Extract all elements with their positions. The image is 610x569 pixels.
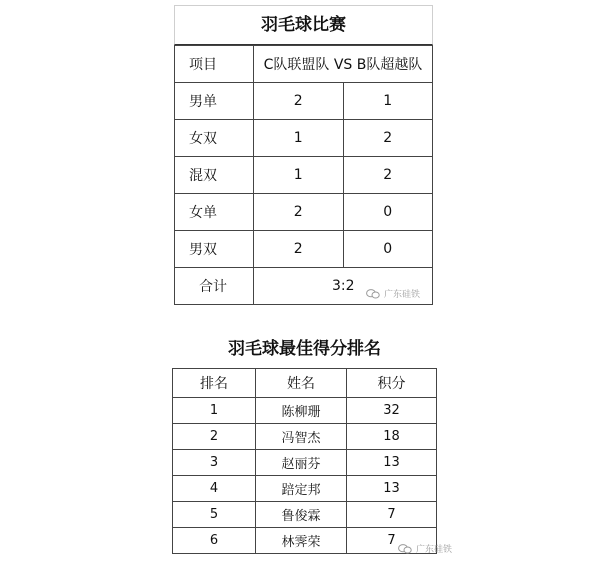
- watermark-text: 广东硅铁: [416, 545, 453, 555]
- ranking-row: [173, 424, 437, 450]
- ranking-row-rank: 6: [173, 528, 256, 554]
- match-table-title: 羽毛球比赛: [174, 6, 433, 45]
- match-row-c-score: 1: [254, 120, 344, 157]
- match-total-label: 合计: [175, 268, 254, 305]
- match-row-event: 女双: [175, 120, 254, 157]
- ranking-row-points: 13: [347, 476, 437, 502]
- match-header-label: 项目: [175, 46, 254, 83]
- ranking-row-name: 鲁俊霖: [256, 502, 347, 528]
- match-row-b-score: 2: [343, 157, 433, 194]
- ranking-table-title: 羽毛球最佳得分排名: [228, 339, 381, 359]
- ranking-header-points: 积分: [347, 369, 437, 398]
- match-row-b-score: 0: [343, 231, 433, 268]
- match-row: [175, 194, 433, 231]
- match-table: [174, 5, 433, 305]
- match-total-score: 3:2: [332, 278, 355, 294]
- wechat-icon: [398, 544, 412, 554]
- ranking-row-points: 7: [347, 502, 437, 528]
- ranking-row-rank: 4: [173, 476, 256, 502]
- ranking-row-rank: 3: [173, 450, 256, 476]
- match-row-b-score: 0: [343, 194, 433, 231]
- match-row-event: 男双: [175, 231, 254, 268]
- ranking-row: [173, 476, 437, 502]
- ranking-row: [173, 528, 437, 554]
- ranking-row-name: 赵丽芬: [256, 450, 347, 476]
- watermark: [398, 542, 452, 555]
- ranking-row-rank: 1: [173, 398, 256, 424]
- match-row: [175, 231, 433, 268]
- ranking-row-name: 冯智杰: [256, 424, 347, 450]
- match-row-b-score: 1: [343, 83, 433, 120]
- ranking-row: [173, 502, 437, 528]
- match-row-event: 女单: [175, 194, 254, 231]
- match-row-c-score: 1: [254, 157, 344, 194]
- ranking-row-points: 32: [347, 398, 437, 424]
- wechat-icon: [366, 289, 380, 299]
- ranking-row: [173, 450, 437, 476]
- match-row-c-score: 2: [254, 231, 344, 268]
- match-row: [175, 157, 433, 194]
- match-row-c-score: 2: [254, 194, 344, 231]
- ranking-row: [173, 398, 437, 424]
- ranking-row-points: 7: [347, 528, 437, 554]
- match-header-row: [175, 46, 433, 83]
- ranking-row-name: 踣定邦: [256, 476, 347, 502]
- match-row-b-score: 2: [343, 120, 433, 157]
- match-row: [175, 83, 433, 120]
- ranking-row-points: 18: [347, 424, 437, 450]
- match-header-teams: C队联盟队 VS B队超越队: [254, 46, 433, 83]
- ranking-row-rank: 2: [173, 424, 256, 450]
- ranking-row-rank: 5: [173, 502, 256, 528]
- ranking-table: [172, 330, 437, 554]
- ranking-header-rank: 排名: [173, 369, 256, 398]
- match-row-c-score: 2: [254, 83, 344, 120]
- ranking-table-grid: [172, 368, 437, 554]
- match-row-event: 男单: [175, 83, 254, 120]
- watermark-text: 广东硅铁: [384, 290, 421, 300]
- ranking-header-name: 姓名: [256, 369, 347, 398]
- ranking-row-points: 13: [347, 450, 437, 476]
- watermark: [366, 287, 420, 300]
- ranking-row-name: 林霁荣: [256, 528, 347, 554]
- match-row-event: 混双: [175, 157, 254, 194]
- match-table-grid: [174, 45, 433, 305]
- ranking-header-row: [173, 369, 437, 398]
- ranking-row-name: 陈柳珊: [256, 398, 347, 424]
- match-row: [175, 120, 433, 157]
